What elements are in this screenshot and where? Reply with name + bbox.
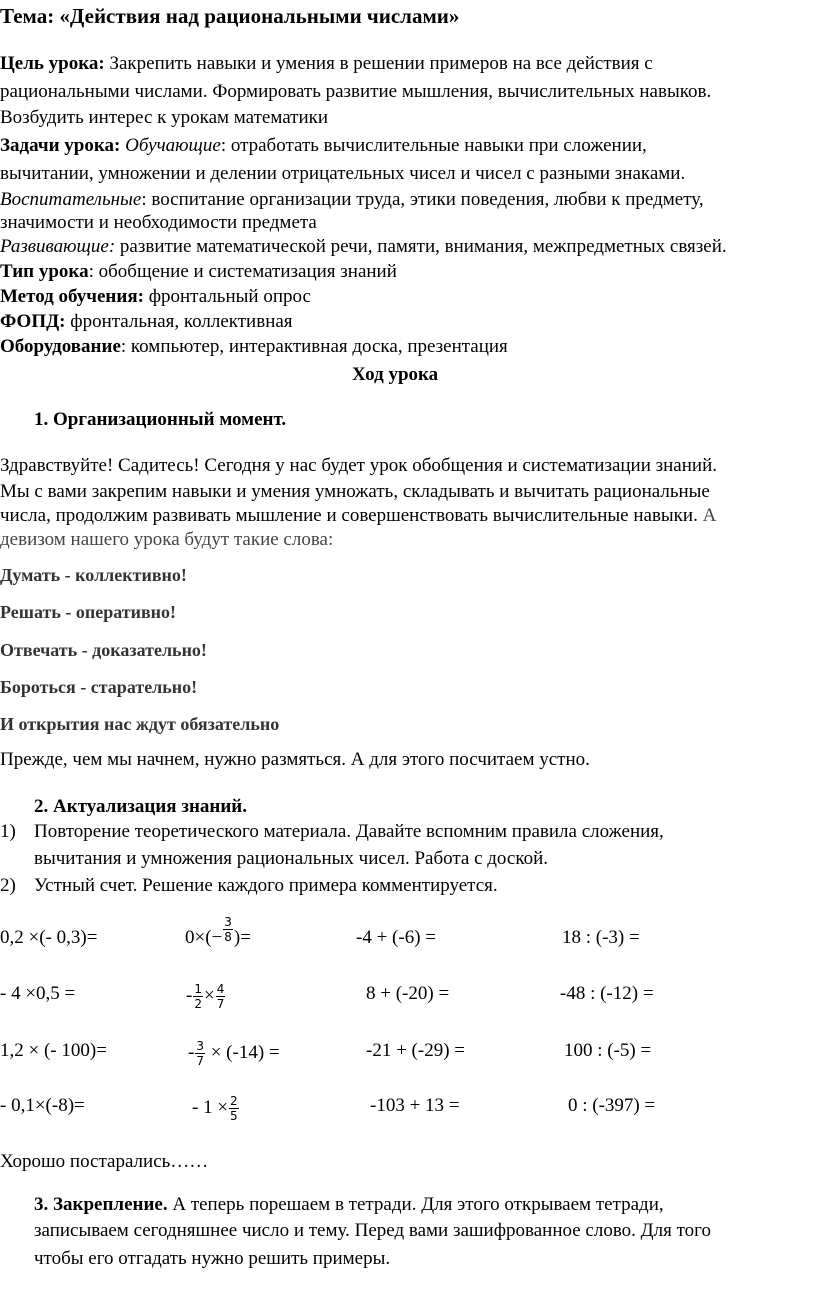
goal-line-1 xyxy=(0,52,653,76)
fopd-label: ФОПД: xyxy=(0,311,66,332)
tasks-label: Задачи урока: xyxy=(0,135,121,156)
section-3-line-3: чтобы его отгадать нужно решить примеры. xyxy=(34,1248,391,1269)
section-1-para-2: Мы с вами закрепим навыки и умения умножать, складывать и вычитать рациональные xyxy=(0,481,710,502)
fraction-denominator: 2 xyxy=(194,997,202,1011)
equipment-text: : компьютер, интерактивная доска, презентация xyxy=(120,336,508,357)
example-r2-c2 xyxy=(186,982,226,1011)
example-r3-c2-pre: - xyxy=(188,1041,195,1063)
fraction-numerator: 3 xyxy=(196,1039,204,1053)
fraction-denominator: 5 xyxy=(230,1109,238,1123)
goal-line-2: рациональными числами. Формировать развитие мышления, вычислительных навыков. xyxy=(0,81,712,102)
tasks-teach-label: Обучающие xyxy=(125,135,221,156)
goal-label: Цель урока: xyxy=(0,53,105,74)
section-3-line-1 xyxy=(34,1193,664,1217)
method-text: фронтальный опрос xyxy=(143,286,311,307)
tasks-edu-label: Воспитательные xyxy=(0,189,142,210)
lesson-type xyxy=(0,260,397,284)
fraction-numerator: 4 xyxy=(216,982,225,996)
example-r1-c4: 18 : (-3) = xyxy=(562,927,640,948)
example-r3-c1: 1,2 × (- 100)= xyxy=(0,1040,107,1061)
example-r3-c4: 100 : (-5) = xyxy=(564,1040,652,1061)
example-r1-c2-post: )= xyxy=(233,927,251,948)
tasks-dev-text: развитие математической речи, памяти, внимания, межпредметных связей. xyxy=(115,236,727,257)
equipment-label: Оборудование xyxy=(0,336,121,357)
section-2-item-2-line-1: Устный счет. Решение каждого примера комментируется. xyxy=(34,875,498,896)
tasks-teach-text-1: : отработать вычислительные навыки при сложении, xyxy=(220,135,647,156)
page-title: Тема: «Действия над рациональными числами» xyxy=(0,4,460,28)
example-r3-c2 xyxy=(188,1039,280,1068)
motto-line-2: Решать - оперативно! xyxy=(0,602,177,622)
lesson-type-text: : обобщение и систематизация знаний xyxy=(88,261,397,282)
tasks-edu-text-1: : воспитание организации труда, этики поведения, любви к предмету, xyxy=(141,189,704,210)
tasks-dev-line xyxy=(0,235,727,259)
fopd xyxy=(0,310,293,334)
tasks-teach-text-2: вычитании, умножении и делении отрицательных чисел и чисел с разными знаками. xyxy=(0,163,686,184)
example-r2-c2-pre: - xyxy=(186,984,193,1006)
fraction-numerator: 3 xyxy=(224,915,232,930)
example-r3-c3: -21 + (-29) = xyxy=(366,1040,465,1061)
example-r3-c2-fraction xyxy=(195,1039,205,1068)
section-1-para-3 xyxy=(0,504,716,528)
example-r1-c3: -4 + (-6) = xyxy=(356,927,436,948)
motto-line-1: Думать - коллективно! xyxy=(0,565,187,585)
motto-line-5: И открытия нас ждут обязательно xyxy=(0,714,280,734)
example-r4-c4: 0 : (-397) = xyxy=(568,1095,656,1116)
tasks-dev-label: Развивающие: xyxy=(0,236,116,257)
section-1-para-3a: числа, продолжим развивать мышление и совершенствовать вычислительные навыки. xyxy=(0,505,698,526)
fraction-numerator: 1 xyxy=(194,982,202,996)
example-r2-c2-fraction-2 xyxy=(216,982,226,1011)
example-r4-c3: -103 + 13 = xyxy=(370,1095,460,1116)
example-r4-c1: - 0,1×(-8)= xyxy=(0,1095,85,1116)
section-1-para-1: Здравствуйте! Садитесь! Сегодня у нас будет урок обобщения и систематизации знаний. xyxy=(0,455,717,476)
example-r4-c2-pre: - 1 × xyxy=(192,1096,229,1118)
section-2-item-1-line-1: Повторение теоретического материала. Давайте вспомним правила сложения, xyxy=(34,821,664,842)
example-r4-c2-fraction xyxy=(229,1094,239,1123)
goal-line-3: Возбудить интерес к урокам математики xyxy=(0,107,329,128)
teaching-method xyxy=(0,285,311,309)
fopd-text: фронтальная, коллективная xyxy=(65,311,293,332)
example-r1-c2 xyxy=(185,915,251,950)
motto-line-4: Бороться - старательно! xyxy=(0,677,198,697)
example-r1-c2-pre: 0×(− xyxy=(185,927,223,948)
section-1-para-4: девизом нашего урока будут такие слова: xyxy=(0,529,334,550)
section-3-label: 3. Закрепление. xyxy=(34,1194,168,1215)
tasks-line-1 xyxy=(0,134,647,158)
tasks-edu-text-2: значимости и необходимости предмета xyxy=(0,212,317,233)
section-2-item-1-num: 1) xyxy=(0,821,16,842)
fraction-denominator: 7 xyxy=(196,1054,204,1068)
section-3-line-2: записываем сегодняшнее число и тему. Перед вами зашифрованное слово. Для того xyxy=(34,1220,711,1241)
section-1-para-3b: А xyxy=(697,505,717,526)
fraction-denominator: 8 xyxy=(224,930,232,945)
course-heading: Ход урока xyxy=(352,364,439,385)
method-label: Метод обучения: xyxy=(0,286,144,307)
lesson-type-label: Тип урока xyxy=(0,261,89,282)
tasks-edu-line-1 xyxy=(0,188,704,212)
example-r2-c1: - 4 ×0,5 = xyxy=(0,983,76,1004)
equipment xyxy=(0,335,508,359)
section-3-text-1: А теперь порешаем в тетради. Для этого открываем тетради, xyxy=(167,1194,664,1215)
example-r1-c2-fraction xyxy=(223,915,233,944)
good-job-text: Хорошо постарались…… xyxy=(0,1151,209,1172)
section-2-heading: 2. Актуализация знаний. xyxy=(34,796,248,817)
example-r2-c3: 8 + (-20) = xyxy=(366,983,450,1004)
section-2-item-1-line-2: вычитания и умножения рациональных чисел. Работа с доской. xyxy=(34,848,549,869)
example-r3-c2-post: × (-14) = xyxy=(210,1041,280,1063)
example-r4-c2 xyxy=(192,1094,240,1123)
example-r2-c2-mid: × xyxy=(203,984,215,1006)
section-2-item-2-num: 2) xyxy=(0,875,16,896)
motto-line-3: Отвечать - доказательно! xyxy=(0,640,207,660)
fraction-denominator: 7 xyxy=(216,997,225,1011)
fraction-numerator: 2 xyxy=(230,1094,238,1108)
warmup-text: Прежде, чем мы начнем, нужно размяться. А для этого посчитаем устно. xyxy=(0,749,590,770)
goal-text-1: Закрепить навыки и умения в решении примеров на все действия с xyxy=(104,53,653,74)
example-r1-c1: 0,2 ×(- 0,3)= xyxy=(0,927,98,948)
example-r2-c2-fraction-1 xyxy=(193,982,203,1011)
example-r2-c4: -48 : (-12) = xyxy=(560,983,654,1004)
section-1-heading: 1. Организационный момент. xyxy=(34,409,287,430)
